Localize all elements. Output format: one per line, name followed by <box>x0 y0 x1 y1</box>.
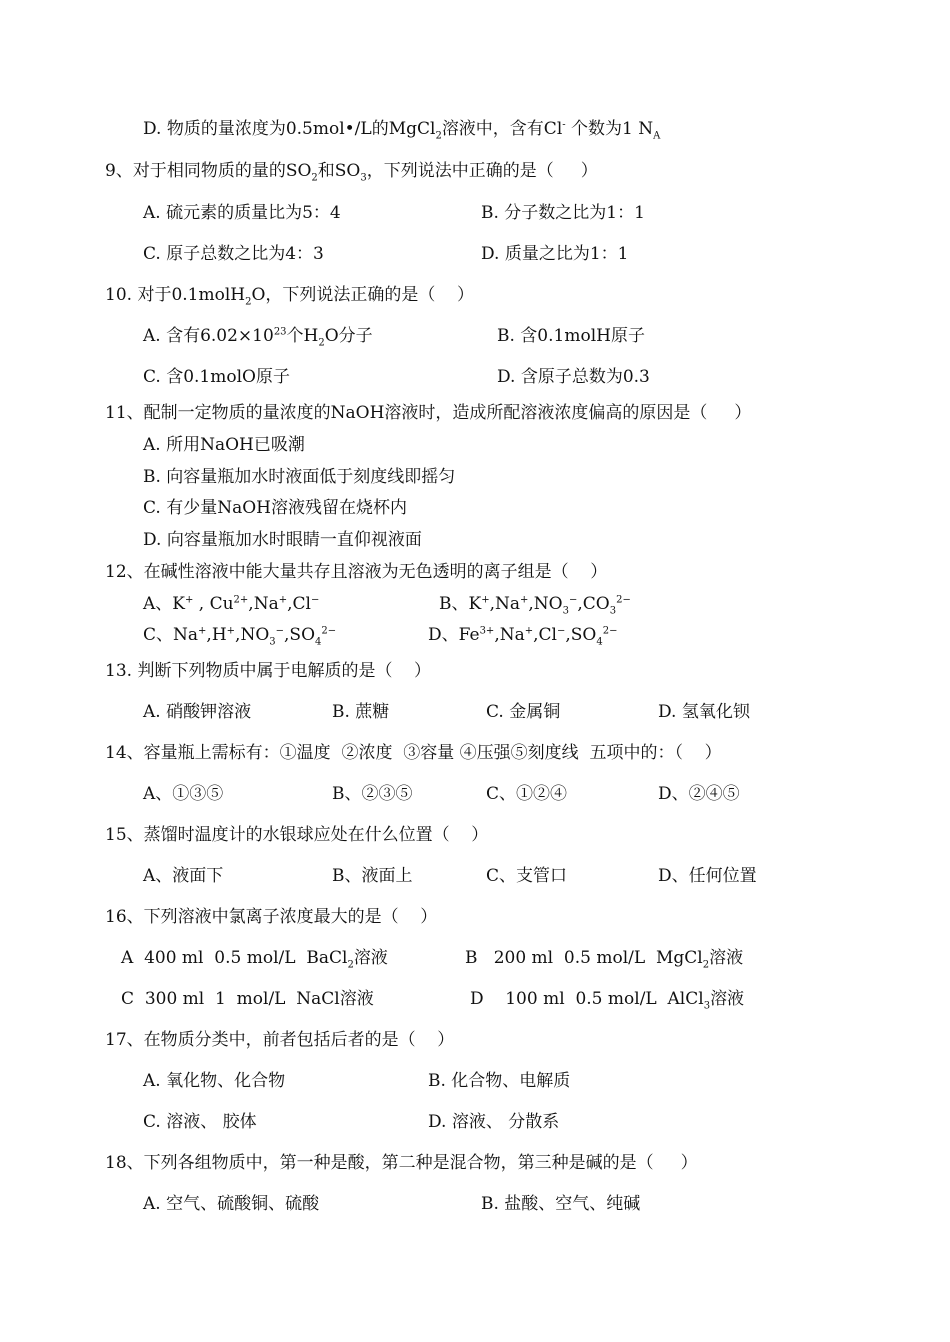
q16-option-a-text: 2 <box>347 959 354 971</box>
q12-option-b-text: + <box>520 594 529 606</box>
q18-option-b <box>481 1193 640 1215</box>
q8-option-d-text: 个数为1 N <box>565 119 654 139</box>
q12-option-b-text: ,Na <box>489 594 521 614</box>
q11-option-d <box>143 529 422 551</box>
q12-option-a-text: ,Na <box>248 594 279 614</box>
q15-option-c-text: C、支管口 <box>486 866 568 886</box>
q13-option-c-text: C. 金属铜 <box>486 702 561 722</box>
q13-option-d <box>658 701 750 723</box>
q12-option-d-text: D、Fe <box>428 625 480 645</box>
q12-option-c-text: ,H <box>206 625 227 645</box>
q9-option-c-text: C. 原子总数之比为4：3 <box>143 244 324 264</box>
q9-option-d-text: D. 质量之比为1：1 <box>481 244 629 264</box>
q12-option-c-text: C、Na <box>143 625 199 645</box>
q12-option-b-text: ,NO <box>528 594 563 614</box>
q12-option-d <box>428 624 618 646</box>
q10-stem-text: 10. 对于0.1molH <box>105 285 246 305</box>
q12-option-a-text: − <box>310 594 320 606</box>
q9-option-d <box>481 243 628 265</box>
q13-stem-text: 13. 判断下列物质中属于电解质的是（ ） <box>105 661 432 681</box>
q13-option-b-text: B. 蔗糖 <box>332 702 390 722</box>
q8-option-d-text: 溶液中，含有Cl <box>441 119 563 139</box>
q18-stem-text: 18、下列各组物质中，第一种是酸，第二种是混合物，第三种是碱的是（ ） <box>105 1153 698 1173</box>
q16-option-c <box>121 988 374 1010</box>
q16-stem <box>105 906 437 928</box>
q16-option-b <box>465 947 743 969</box>
q15-option-a-text: A、液面下 <box>143 866 224 886</box>
q17-option-b-text: B. 化合物、电解质 <box>428 1071 571 1091</box>
q16-option-d-text: D 100 ml 0.5 mol/L AlCl <box>470 989 704 1009</box>
q12-option-c-text: − <box>275 625 285 637</box>
q12-option-b-text: 3 <box>562 605 569 617</box>
q10-option-d <box>497 366 650 388</box>
q8-option-d <box>143 118 660 140</box>
q14-option-c <box>486 783 567 805</box>
q12-option-c-text: + <box>198 625 207 637</box>
q16-option-b-text: 溶液 <box>709 948 744 968</box>
q13-option-b <box>332 701 389 723</box>
q12-option-c-text: 4 <box>315 636 322 648</box>
q9-option-a-text: A. 硫元素的质量比为5：4 <box>143 203 341 223</box>
q10-option-c-text: C. 含0.1molO原子 <box>143 367 290 387</box>
q12-option-a-text: + <box>184 594 194 606</box>
q16-option-d <box>470 988 744 1010</box>
q18-stem <box>105 1152 698 1174</box>
q18-option-a <box>143 1193 319 1215</box>
q12-option-d-text: ,Cl <box>533 625 557 645</box>
q12-option-d-text: 3+ <box>479 625 495 637</box>
q11-option-a <box>143 434 305 456</box>
q8-option-d-text: A <box>653 130 661 142</box>
q9-option-b-text: B. 分子数之比为1：1 <box>481 203 645 223</box>
q11-option-a-text: A. 所用NaOH已吸潮 <box>143 435 305 455</box>
q17-option-d-text: D. 溶液、 分散系 <box>428 1112 560 1132</box>
q13-option-a-text: A. 硝酸钾溶液 <box>143 702 252 722</box>
q18-option-b-text: B. 盐酸、空气、纯碱 <box>481 1194 641 1214</box>
q12-option-c-text: ,SO <box>284 625 316 645</box>
q15-stem-text: 15、蒸馏时温度计的水银球应处在什么位置（ ） <box>105 825 489 845</box>
q11-option-b-text: B. 向容量瓶加水时液面低于刻度线即摇匀 <box>143 467 456 487</box>
q16-option-a <box>121 947 388 969</box>
q14-option-a <box>143 783 223 805</box>
q15-option-d-text: D、任何位置 <box>658 866 757 886</box>
q9-stem-text: 和SO <box>317 161 361 181</box>
q16-option-c-text: C 300 ml 1 mol/L NaCl溶液 <box>121 989 374 1009</box>
q9-option-b <box>481 202 645 224</box>
q10-option-b-text: B. 含0.1molH原子 <box>497 326 645 346</box>
q12-option-a-text: + <box>278 594 288 606</box>
q13-option-a <box>143 701 251 723</box>
q18-option-a-text: A. 空气、硫酸铜、硫酸 <box>143 1194 320 1214</box>
q14-option-a-text: A、①③⑤ <box>143 784 224 804</box>
q9-stem-text: ，下列说法中正确的是（ ） <box>366 161 598 181</box>
q12-option-b-text: B、K <box>439 594 482 614</box>
q15-stem <box>105 824 488 846</box>
q10-option-d-text: D. 含原子总数为0.3 <box>497 367 650 387</box>
q10-option-a-text: A. 含有6.02×10 <box>143 326 274 346</box>
q12-option-d-text: 4 <box>596 636 603 648</box>
q9-stem-text: 3 <box>360 172 367 184</box>
q12-option-d-text: ,SO <box>565 625 597 645</box>
q15-option-d <box>658 865 757 887</box>
q10-option-a-text: 23 <box>273 326 287 338</box>
q14-option-b <box>332 783 413 805</box>
q17-stem <box>105 1029 454 1051</box>
q16-stem-text: 16、下列溶液中氯离子浓度最大的是（ ） <box>105 907 438 927</box>
q12-option-a <box>143 593 319 615</box>
q14-option-c-text: C、①②④ <box>486 784 568 804</box>
q14-stem <box>105 742 722 764</box>
q17-option-b <box>428 1070 570 1092</box>
q13-stem <box>105 660 431 682</box>
q8-option-d-text: - <box>562 119 566 131</box>
q10-stem-text: 2 <box>245 296 252 308</box>
q8-option-d-text: 2 <box>435 130 442 142</box>
q16-option-b-text: 2 <box>702 959 710 971</box>
q10-option-b <box>497 325 645 347</box>
q12-stem <box>105 561 607 583</box>
q17-option-c <box>143 1111 257 1133</box>
q17-option-a <box>143 1070 285 1092</box>
q12-option-b-text: 3 <box>609 605 617 617</box>
q13-option-d-text: D. 氢氧化钡 <box>658 702 750 722</box>
q10-option-c <box>143 366 290 388</box>
q9-option-a <box>143 202 341 224</box>
q8-option-d-text: D. 物质的量浓度为0.5mol•/L的MgCl <box>143 119 436 139</box>
q14-option-d-text: D、②④⑤ <box>658 784 740 804</box>
q17-stem-text: 17、在物质分类中，前者包括后者的是（ ） <box>105 1030 455 1050</box>
q12-option-c-text: 2− <box>321 625 337 637</box>
q15-option-b-text: B、液面上 <box>332 866 413 886</box>
q12-option-d-text: 2− <box>602 625 618 637</box>
q11-option-d-text: D. 向容量瓶加水时眼睛一直仰视液面 <box>143 530 422 550</box>
q12-option-b-text: ,CO <box>577 594 610 614</box>
q11-stem <box>105 402 751 424</box>
q9-stem-text: 9、对于相同物质的量的SO <box>105 161 312 181</box>
q12-option-c-text: 3 <box>269 636 276 648</box>
q12-option-a-text: A、K <box>143 594 185 614</box>
q17-option-c-text: C. 溶液、 胶体 <box>143 1112 257 1132</box>
q12-option-a-text: 2+ <box>233 594 249 606</box>
q9-stem-text: 2 <box>311 172 318 184</box>
q16-option-a-text: 溶液 <box>353 948 388 968</box>
q12-option-c-text: + <box>226 625 236 637</box>
q12-option-d-text: + <box>524 625 534 637</box>
q10-option-a-text: 个H <box>286 326 319 346</box>
q16-option-a-text: A 400 ml 0.5 mol/L BaCl <box>121 948 348 968</box>
q11-option-b <box>143 466 455 488</box>
q17-option-a-text: A. 氧化物、化合物 <box>143 1071 286 1091</box>
q12-stem-text: 12、在碱性溶液中能大量共存且溶液为无色透明的离子组是（ ） <box>105 562 608 582</box>
q16-option-b-text: B 200 ml 0.5 mol/L MgCl <box>465 948 703 968</box>
q15-option-c <box>486 865 567 887</box>
q16-option-d-text: 溶液 <box>710 989 745 1009</box>
q9-option-c <box>143 243 324 265</box>
q12-option-d-text: − <box>556 625 566 637</box>
q12-option-b-text: + <box>481 594 490 606</box>
q12-option-a-text: , Cu <box>193 594 234 614</box>
q10-stem-text: O，下列说法正确的是（ ） <box>251 285 475 305</box>
q17-option-d <box>428 1111 559 1133</box>
q16-option-d-text: 3 <box>703 1000 711 1012</box>
q10-option-a <box>143 325 373 347</box>
q11-stem-text: 11、配制一定物质的量浓度的NaOH溶液时，造成所配溶液浓度偏高的原因是（ ） <box>105 403 752 423</box>
q12-option-c <box>143 624 336 646</box>
q12-option-b-text: 2− <box>616 594 631 606</box>
q14-stem-text: 14、容量瓶上需标有：①温度 ②浓度 ③容量 ④压强⑤刻度线 五项中的：（ ） <box>105 743 722 763</box>
q10-option-a-text: O分子 <box>324 326 373 346</box>
q11-option-c-text: C. 有少量NaOH溶液残留在烧杯内 <box>143 498 407 518</box>
q15-option-a <box>143 865 223 887</box>
q9-stem <box>105 160 598 182</box>
q12-option-b <box>439 593 631 615</box>
q13-option-c <box>486 701 560 723</box>
q14-option-b-text: B、②③⑤ <box>332 784 413 804</box>
q12-option-c-text: ,NO <box>235 625 270 645</box>
q10-option-a-text: 2 <box>318 337 325 349</box>
q15-option-b <box>332 865 413 887</box>
q12-option-d-text: ,Na <box>494 625 525 645</box>
q14-option-d <box>658 783 740 805</box>
q12-option-a-text: ,Cl <box>287 594 311 614</box>
q11-option-c <box>143 497 407 519</box>
q12-option-b-text: − <box>569 594 578 606</box>
q10-stem <box>105 284 474 306</box>
